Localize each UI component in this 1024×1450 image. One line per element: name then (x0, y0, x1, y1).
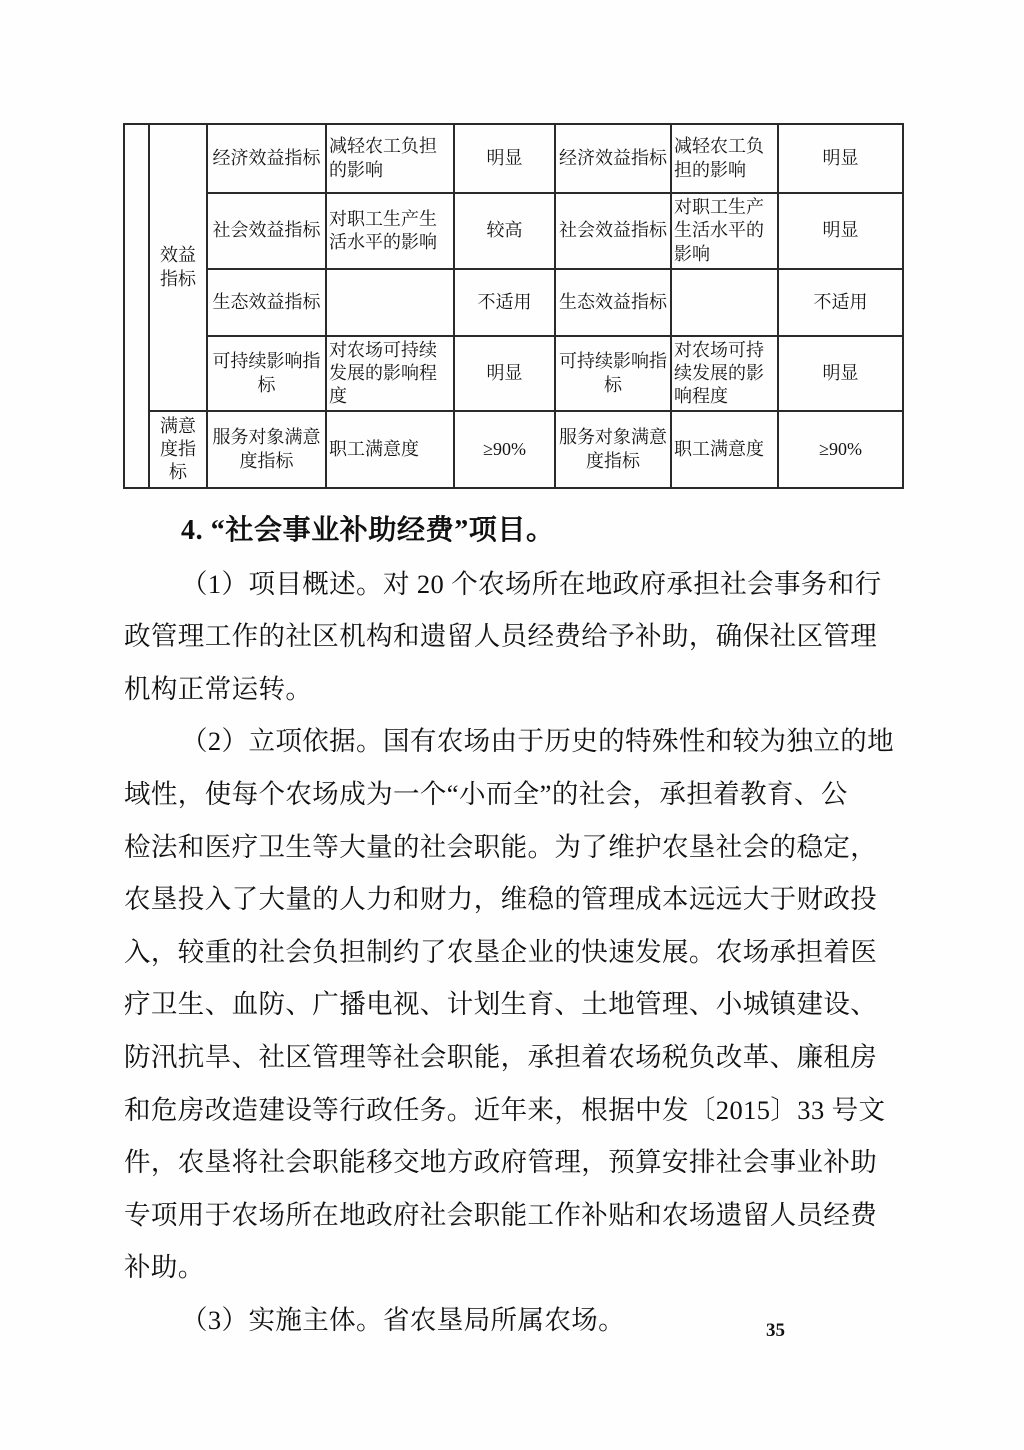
table-cell-detail: 对农场可持续发展的影响程度 (671, 336, 778, 411)
table-cell-indicator: 服务对象满意度指标 (555, 411, 671, 488)
body-text (124, 505, 906, 1347)
table-cell-indicator: 生态效益指标 (207, 269, 326, 336)
table-row (124, 193, 903, 269)
paragraph-line: 检法和医疗卫生等大量的社会职能。为了维护农垦社会的稳定， (124, 831, 878, 862)
table-cell-indicator: 经济效益指标 (555, 124, 671, 193)
paragraph-line: 入，较重的社会负担制约了农垦企业的快速发展。农场承担着医 (124, 936, 878, 967)
table-cell-spacer (124, 124, 149, 488)
paragraph-line: 专项用于农场所在地政府社会职能工作补贴和农场遗留人员经费 (124, 1199, 878, 1230)
table-cell-value: 明显 (454, 124, 555, 193)
table-cell-value: 不适用 (454, 269, 555, 336)
table-cell-detail: 减轻农工负担的影响 (671, 124, 778, 193)
table-cell-indicator: 可持续影响指标 (207, 336, 326, 411)
paragraph-line: （1）项目概述。对 20 个农场所在地政府承担社会事务和行 (181, 568, 882, 599)
paragraph-line: 防汛抗旱、社区管理等社会职能，承担着农场税负改革、廉租房 (124, 1041, 878, 1072)
table-cell-indicator: 经济效益指标 (207, 124, 326, 193)
table-cell-detail (326, 269, 454, 336)
paragraph-line: （3）实施主体。省农垦局所属农场。 (181, 1304, 626, 1335)
paragraph-line: 件，农垦将社会职能移交地方政府管理，预算安排社会事业补助 (124, 1147, 878, 1178)
table-cell-value: 明显 (778, 124, 903, 193)
table-cell-detail: 职工满意度 (671, 411, 778, 488)
table-cell-detail (671, 269, 778, 336)
table-row (124, 124, 903, 193)
table-cell-group-benefit: 效益指标 (149, 124, 207, 411)
table-cell-value: ≥90% (778, 411, 903, 488)
table-cell-detail: 对职工生产生活水平的影响 (326, 193, 454, 269)
paragraph-line: 和危房改造建设等行政任务。近年来，根据中发〔2015〕33 号文 (124, 1094, 886, 1125)
table-cell-indicator: 社会效益指标 (207, 193, 326, 269)
paragraph-line: 农垦投入了大量的人力和财力，维稳的管理成本远远大于财政投 (124, 884, 878, 915)
table-cell-value: 明显 (454, 336, 555, 411)
paragraph-line: 补助。 (124, 1252, 205, 1283)
page-number: 35 (766, 1320, 785, 1341)
section-heading: 4. “社会事业补助经费”项目。 (181, 515, 555, 546)
paragraph-line: 政管理工作的社区机构和遗留人员经费给予补助，确保社区管理 (124, 621, 878, 652)
table-cell-value: ≥90% (454, 411, 555, 488)
table-cell-indicator: 社会效益指标 (555, 193, 671, 269)
paragraph-line: 域性，使每个农场成为一个“小而全”的社会，承担着教育、公 (124, 778, 848, 809)
table-cell-value: 不适用 (778, 269, 903, 336)
table-cell-detail: 职工满意度 (326, 411, 454, 488)
table-cell-value: 明显 (778, 193, 903, 269)
table-cell-indicator: 服务对象满意度指标 (207, 411, 326, 488)
table-row (124, 411, 903, 488)
table-row (124, 336, 903, 411)
paragraph-line: 机构正常运转。 (124, 673, 313, 704)
paragraph-line: 疗卫生、血防、广播电视、计划生育、土地管理、小城镇建设、 (124, 989, 878, 1020)
table-cell-indicator: 可持续影响指标 (555, 336, 671, 411)
evaluation-table (123, 123, 904, 489)
table-cell-detail: 对农场可持续发展的影响程度 (326, 336, 454, 411)
table-cell-value: 明显 (778, 336, 903, 411)
table-cell-group-satisfaction: 满意度指标 (149, 411, 207, 488)
table-cell-detail: 减轻农工负担的影响 (326, 124, 454, 193)
table-cell-indicator: 生态效益指标 (555, 269, 671, 336)
table-cell-detail: 对职工生产生活水平的影响 (671, 193, 778, 269)
table-row (124, 269, 903, 336)
table-cell-value: 较高 (454, 193, 555, 269)
paragraph-line: （2）立项依据。国有农场由于历史的特殊性和较为独立的地 (181, 726, 895, 757)
